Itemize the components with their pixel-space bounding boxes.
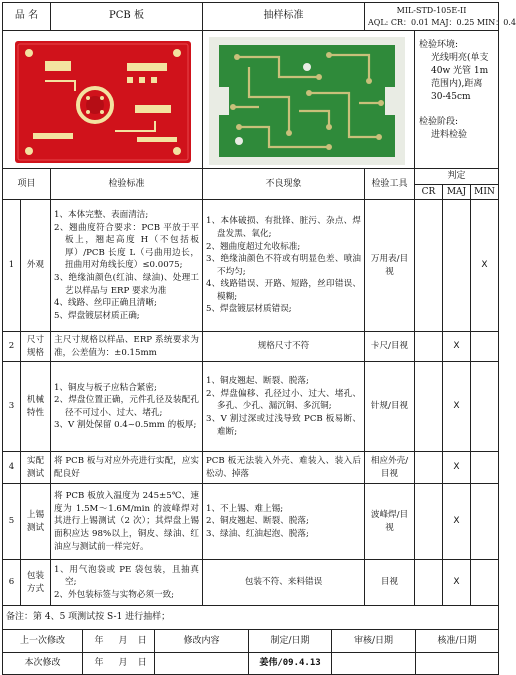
row-item: 尺寸规格 (21, 332, 51, 362)
signature: 姜伟/09.4.13 (249, 652, 332, 674)
defect-line: 3、绿油、红油起泡、脱落; (206, 528, 309, 539)
row-tool: 目视 (365, 560, 415, 606)
table-row (3, 332, 499, 362)
approved-by-value (416, 652, 499, 674)
row-item: 机械特性 (21, 362, 51, 452)
defect-line: 3、绝缘油颜色不符或有明显色差、喷油不均匀; (206, 254, 361, 277)
row-item: 上锡测试 (21, 484, 51, 560)
row-min (471, 362, 499, 452)
row-tool: 波峰焊/目视 (365, 484, 415, 560)
row-maj: X (443, 560, 471, 606)
made-by-label: 制定/日期 (249, 630, 332, 652)
inspection-table (2, 2, 516, 630)
green-pcb-photo-cell (203, 31, 415, 169)
note-row (3, 606, 499, 630)
defect-line: 2、焊盘偏移、孔径过小、过大、堵孔、多孔、少孔、漏沉铜、多沉铜; (206, 388, 361, 412)
standard-line: 1、用气泡袋或 PE 袋包装，且抽真空; (54, 564, 199, 588)
standard-line: 3、绝缘油颜色(红油、绿油)、处理工艺以样品与 ERP 要求为准 (54, 272, 199, 296)
row-min (471, 332, 499, 362)
row-defect (203, 332, 365, 362)
row-number: 1 (3, 200, 21, 332)
red-pcb-photo-cell (3, 31, 203, 169)
standard-line: 2、翘曲度符合要求：PCB 平放于平板上，翘起高度 H（不包括板厚）/PCB 长度 L（弓曲用边长，扭曲用对角线长度）≤0.0075; (54, 222, 199, 271)
col-standard: 检验标准 (51, 169, 203, 200)
row-number: 4 (3, 452, 21, 484)
table-row (3, 362, 499, 452)
col-min: MIN (471, 184, 499, 200)
standard-code: MIL-STD-105E-II (396, 5, 467, 15)
day-label: 日 (131, 652, 155, 674)
row-defect (203, 560, 365, 606)
revision-row-current (3, 652, 499, 674)
revision-content-label: 修改内容 (155, 630, 249, 652)
col-item: 项目 (3, 169, 51, 200)
row-standard (51, 362, 203, 452)
standard-line: 2、焊盘位置正确，元件孔径及装配孔径不可过小、过大、堵孔; (54, 395, 199, 418)
row-number: 5 (3, 484, 21, 560)
note-text: 备注：第 4、5 项测试按 S-1 进行抽样； (3, 606, 499, 630)
header-row (3, 3, 499, 31)
red-pcb-image (15, 41, 191, 163)
aql-line: AQL: CR：0.01 MAJ：0.25 MIN：0.4 (368, 17, 516, 27)
table-row (3, 560, 499, 606)
defect-line: PCB 板无法装入外壳、难装入、装入后松动、掉落 (206, 456, 361, 479)
row-min (471, 484, 499, 560)
standard-line: 5、焊盘镀层材质正确; (54, 310, 140, 321)
row-standard (51, 484, 203, 560)
standard-line: 4、线路、丝印正确且清晰; (54, 298, 157, 309)
sampling-standard-label: 抽样标准 (203, 3, 365, 31)
row-defect (203, 484, 365, 560)
defect-line: 1、不上锡、难上锡; (206, 503, 284, 514)
row-item: 实配测试 (21, 452, 51, 484)
row-number: 2 (3, 332, 21, 362)
year-label: 年 (83, 630, 107, 652)
row-tool: 万用表/目视 (365, 200, 415, 332)
reviewed-by-label: 审核/日期 (332, 630, 416, 652)
row-maj: X (443, 484, 471, 560)
day-label: 日 (131, 630, 155, 652)
col-judgement: 判定 (415, 169, 499, 185)
product-label: 品 名 (3, 3, 51, 31)
row-cr (415, 362, 443, 452)
row-maj: X (443, 452, 471, 484)
inspection-sheet (2, 2, 516, 668)
row-defect (203, 200, 365, 332)
standard-line: 2、外包装标签与实物必须一致; (54, 589, 175, 600)
row-defect (203, 452, 365, 484)
approved-by-label: 核准/日期 (416, 630, 499, 652)
row-number: 6 (3, 560, 21, 606)
inspection-stage-value: 进料检验 (431, 130, 468, 140)
defect-line: 1、本体破损、有批锋、脏污、杂点、焊盘发黑、氧化; (206, 216, 361, 239)
row-maj: X (443, 332, 471, 362)
standard-line: 将 PCB 板与对应外壳进行实配，应实配良好 (54, 456, 199, 479)
col-defect: 不良现象 (203, 169, 365, 200)
row-cr (415, 452, 443, 484)
revision-table (2, 630, 499, 675)
row-tool: 卡尺/目视 (365, 332, 415, 362)
row-number: 3 (3, 362, 21, 452)
standard-line: 主尺寸规格以样品、ERP 系统要求为准，公差值为：±0.15mm (54, 335, 199, 358)
row-maj (443, 200, 471, 332)
defect-line: 规格尺寸不符 (257, 341, 310, 352)
row-maj: X (443, 362, 471, 452)
defect-line: 4、线路错误、开路、短路，丝印错误、模糊; (206, 279, 361, 302)
defect-line: 包装不符、来料错误 (244, 577, 323, 588)
row-item: 外观 (21, 200, 51, 332)
previous-revision-label: 上一次修改 (3, 630, 83, 652)
row-standard (51, 452, 203, 484)
row-min (471, 560, 499, 606)
defect-line: 2、铜皮翘起、断裂、脱落; (206, 516, 309, 527)
row-min (471, 452, 499, 484)
month-label: 月 (107, 652, 131, 674)
col-maj: MAJ (443, 184, 471, 200)
standard-line: 将 PCB 板放入温度为 245±5℃、速度为 1.5M～1.6M/min 的波峰焊对其进行上锡测试（2 次）；其焊盘上锡面积应达 98%以上，铜皮、绿油、红油应与测试前一样完好。 (54, 491, 199, 552)
column-header-row (3, 169, 499, 185)
year-label: 年 (83, 652, 107, 674)
month-label: 月 (107, 630, 131, 652)
row-standard (51, 332, 203, 362)
inspection-environment-text: 光线明亮(单支40w 光管 1m 范围内),距离 30-45cm (431, 53, 489, 102)
table-row (3, 452, 499, 484)
defect-line: 2、翘曲度超过允收标准; (206, 241, 301, 252)
defect-line: 1、铜皮翘起、断裂、脱落; (206, 376, 309, 387)
row-cr (415, 484, 443, 560)
table-row (3, 484, 499, 560)
standard-line: 1、本体完整、表面清洁; (54, 210, 149, 221)
photo-row (3, 31, 499, 169)
revision-row-previous (3, 630, 499, 652)
green-pcb-image (209, 37, 405, 165)
table-row (3, 200, 499, 332)
inspection-environment-cell (415, 31, 499, 169)
row-tool: 相应外壳/目视 (365, 452, 415, 484)
row-standard (51, 200, 203, 332)
row-min: X (471, 200, 499, 332)
inspection-environment-label: 检验环境: (419, 40, 459, 50)
product-value: PCB 板 (51, 3, 203, 31)
row-tool: 针规/目视 (365, 362, 415, 452)
inspection-stage-label: 检验阶段: (419, 117, 459, 127)
defect-line: 5、焊盘镀层材质错误; (206, 304, 292, 315)
row-cr (415, 560, 443, 606)
standard-line: 1、铜皮与板子应粘合紧密; (54, 382, 157, 393)
row-cr (415, 332, 443, 362)
reviewed-by-value (332, 652, 416, 674)
defect-line: 3、V 割过深或过浅导致 PCB 板易断、难断; (206, 413, 361, 437)
row-cr (415, 200, 443, 332)
col-cr: CR (415, 184, 443, 200)
col-tool: 检验工具 (365, 169, 415, 200)
row-defect (203, 362, 365, 452)
standard-line: 3、V 割处保留 0.4~0.5mm 的板厚; (54, 420, 197, 431)
revision-content-value (155, 652, 249, 674)
sampling-standard-code (365, 3, 516, 31)
current-revision-label: 本次修改 (3, 652, 83, 674)
row-standard (51, 560, 203, 606)
row-item: 包装方式 (21, 560, 51, 606)
